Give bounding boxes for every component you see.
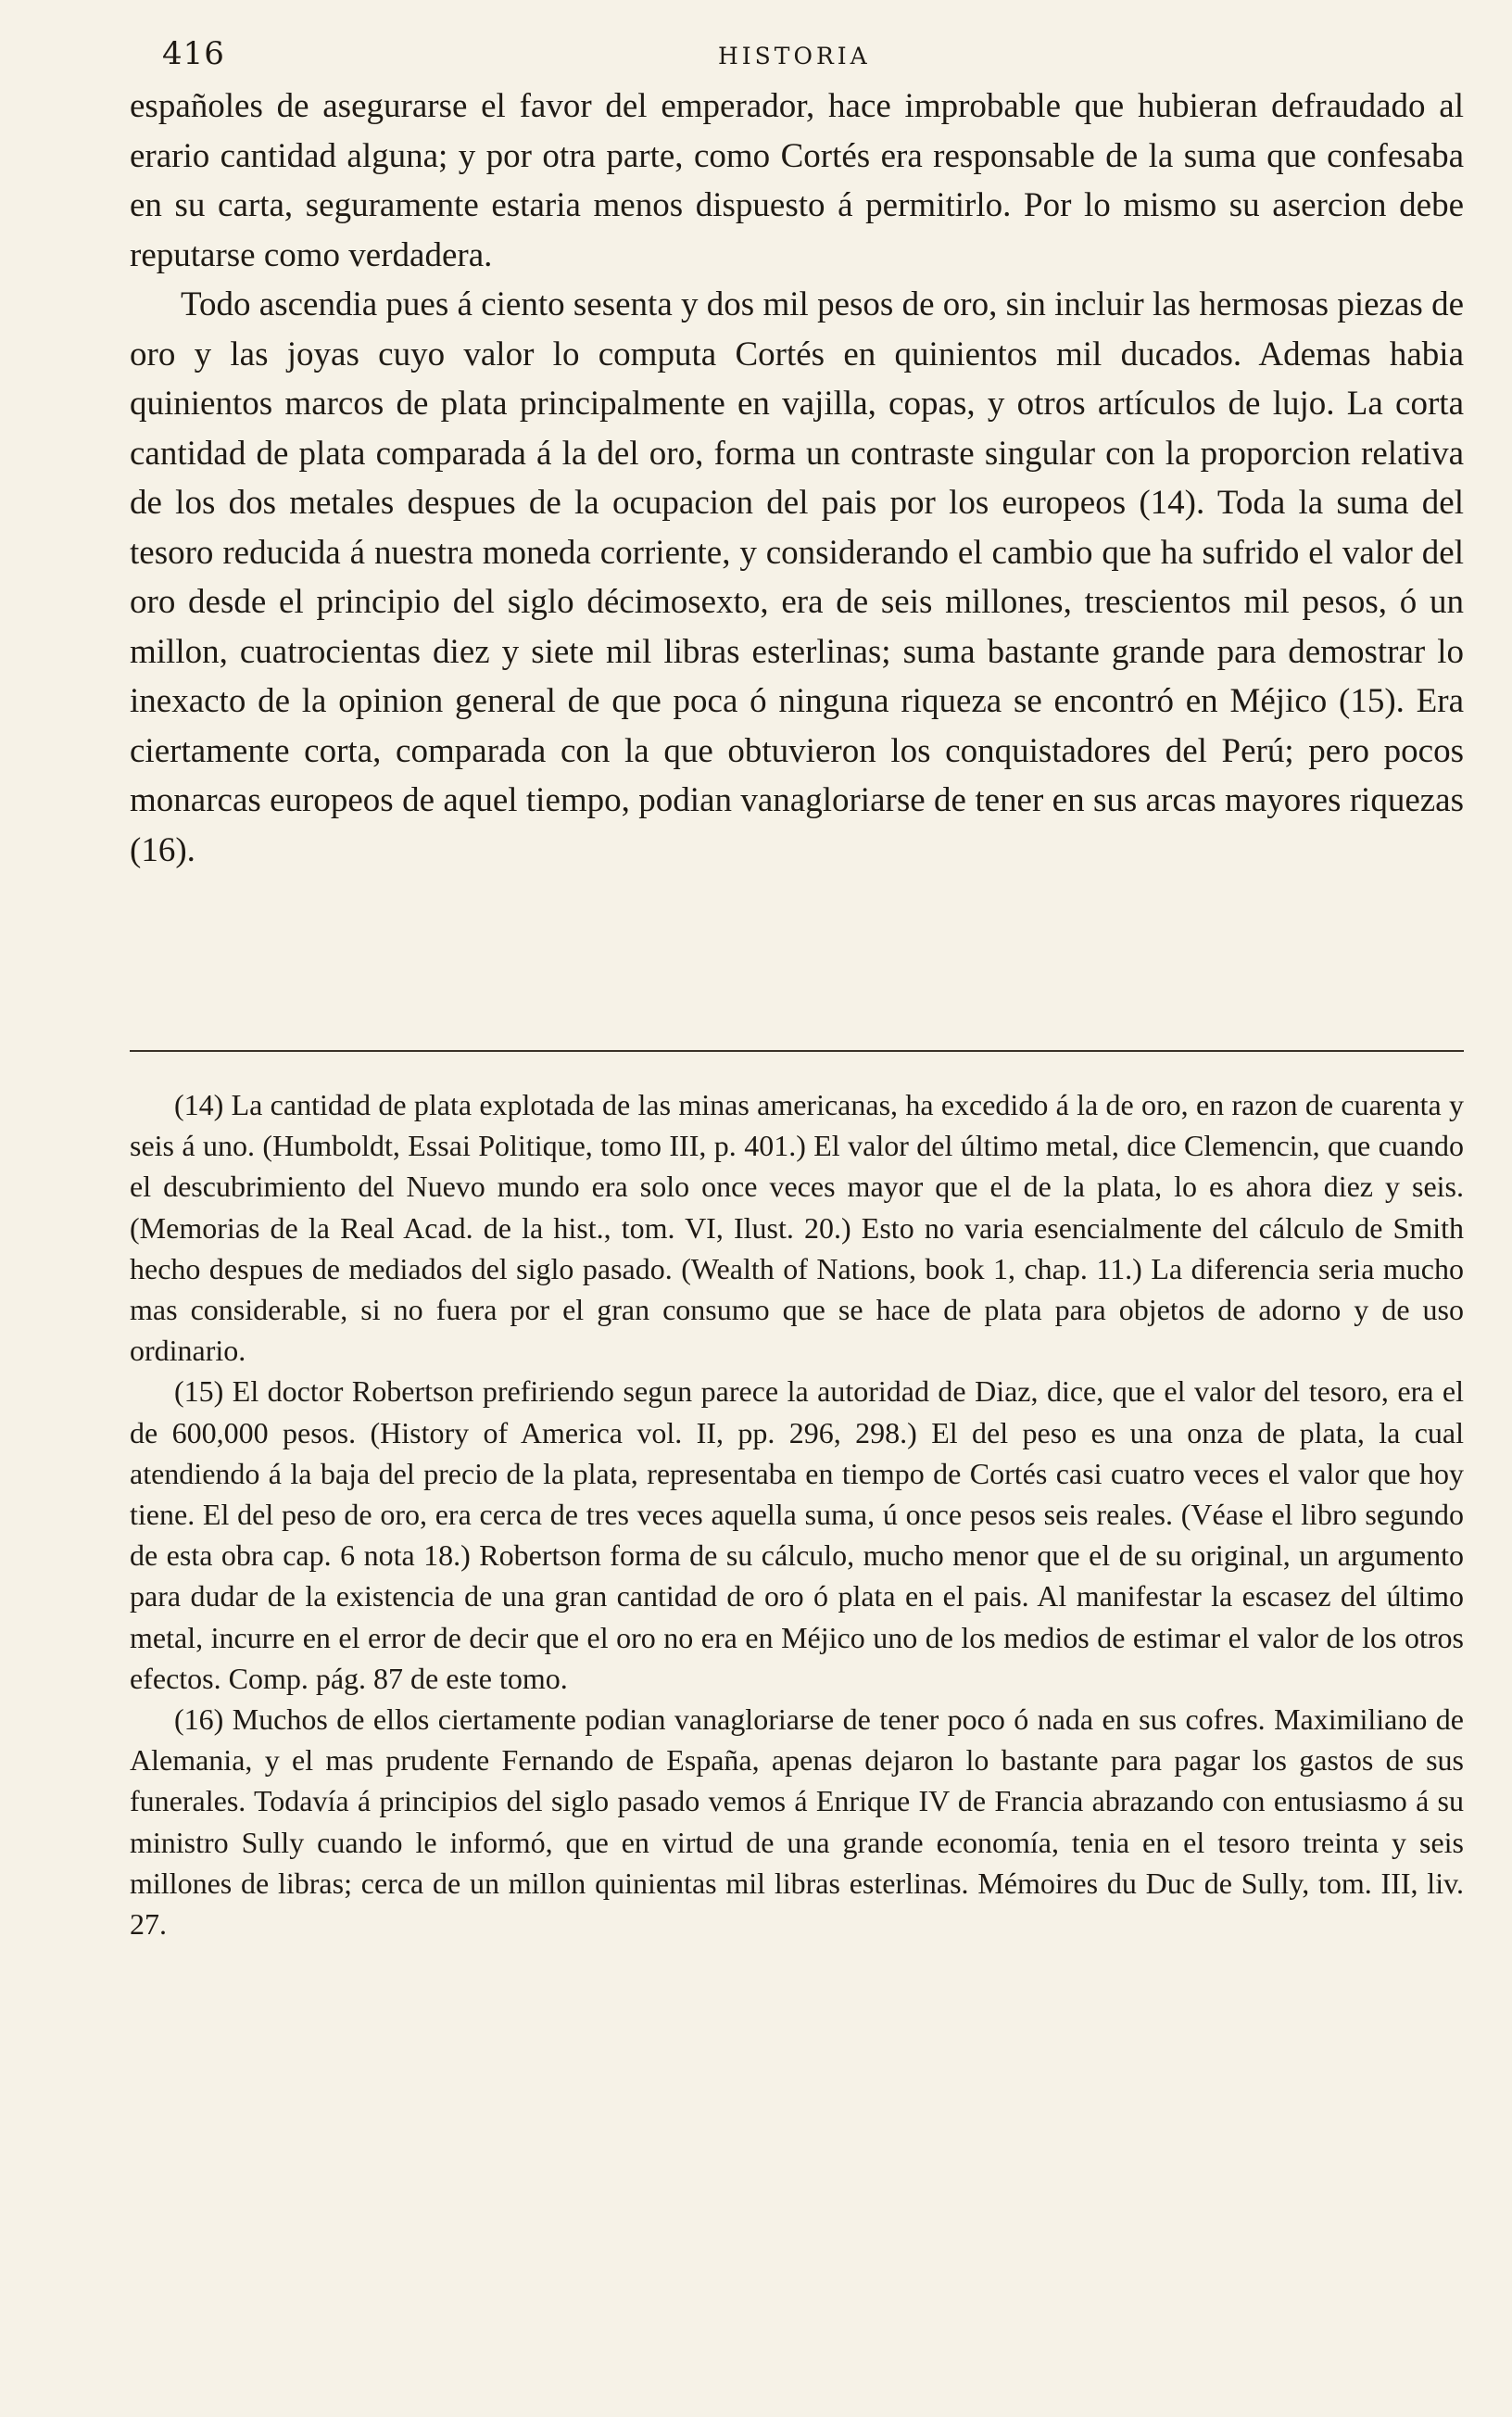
footnote-14: (14) La cantidad de plata explotada de las minas americanas, ha excedido á la de oro, en razon de cuarenta y seis á uno. (Humboldt, Essai Politique, tomo III, p. 401.) El valor del último metal, dice Clemencin, que cuando el descubrimiento del Nuevo mundo era solo once veces mayor que el de la plata, lo es ahora diez y seis. (Memorias de la Real Acad. de la hist., tom. VI, Ilust. 20.) Esto no varia esencialmente del cálculo de Smith hecho despues de mediados del siglo pasado. (Wealth of Nations, book 1, chap. 11.) La diferencia seria mucho mas considerable, si no fuera por el gran consumo que se hace de plata para objetos de adorno y de uso ordinario. — [130, 1088, 1464, 1368]
page-number: 416 — [162, 35, 225, 72]
running-head: HISTORIA — [718, 43, 871, 70]
footnote-16: (16) Muchos de ellos ciertamente podian vanagloriarse de tener poco ó nada en sus cofres. Maximiliano de Alemania, y el mas prudente Fernando de España, apenas dejaron lo bastante para pagar los gastos de sus funerales. Todavía á principios del siglo pasado vemos á Enrique IV de Francia abrazando con entusiasmo á su ministro Sully cuando le informó, que en virtud de una grande economía, tenia en el tesoro treinta y seis millones de libras; cerca de un millon quinientas mil libras esterlinas. Mémoires du Duc de Sully, tom. III, liv. 27. — [130, 1702, 1464, 1942]
main-paragraph-1: españoles de asegurarse el favor del emperador, hace improbable que hubieran defraudado al erario cantidad alguna; y por otra parte, como Cortés era responsable de la suma que confesaba en su carta, seguramente estaria menos dispuesto á permitirlo. Por lo mismo su asercion debe reputarse como verdadera. — [130, 87, 1464, 274]
main-text — [130, 82, 1464, 875]
main-paragraph-2: Todo ascendia pues á ciento sesenta y dos mil pesos de oro, sin incluir las hermosas piezas de oro y las joyas cuyo valor lo computa Cortés en quinientos mil ducados. Ademas habia quinientos marcos de plata principalmente en vajilla, copas, y otros artículos de lujo. La corta cantidad de plata comparada á la del oro, forma un contraste singular con la proporcion relativa de los dos metales despues de la ocupacion del pais por los europeos (14). Toda la suma del tesoro reducida á nuestra moneda corriente, y considerando el cambio que ha sufrido el valor del oro desde el principio del siglo décimosexto, era de seis millones, trescientos mil pesos, ó un millon, cuatrocientas diez y siete mil libras esterlinas; suma bastante grande para demostrar lo inexacto de la opinion general de que poca ó ninguna riqueza se encontró en Méjico (15). Era ciertamente corta, comparada con la que obtuvieron los conquistadores del Perú; pero pocos monarcas europeos de aquel tiempo, podian vanagloriarse de tener en sus arcas mayores riquezas (16). — [130, 285, 1464, 869]
footnote-divider — [130, 1050, 1464, 1052]
page-header — [162, 35, 1459, 82]
footnotes — [130, 1084, 1464, 1944]
footnote-15: (15) El doctor Robertson prefiriendo segun parece la autoridad de Diaz, dice, que el valor del tesoro, era el de 600,000 pesos. (History of America vol. II, pp. 296, 298.) El del peso es una onza de plata, la cual atendiendo á la baja del precio de la plata, representaba en tiempo de Cortés casi cuatro veces el valor que hoy tiene. El del peso de oro, era cerca de tres veces aquella suma, ú once pesos seis reales. (Véase el libro segundo de esta obra cap. 6 nota 18.) Robertson forma de su cálculo, mucho menor que el de su original, un argumento para dudar de la existencia de una gran cantidad de oro ó plata en el pais. Al manifestar la escasez del último metal, incurre en el error de decir que el oro no era en Méjico uno de los medios de estimar el valor de los otros efectos. Comp. pág. 87 de este tomo. — [130, 1374, 1464, 1695]
